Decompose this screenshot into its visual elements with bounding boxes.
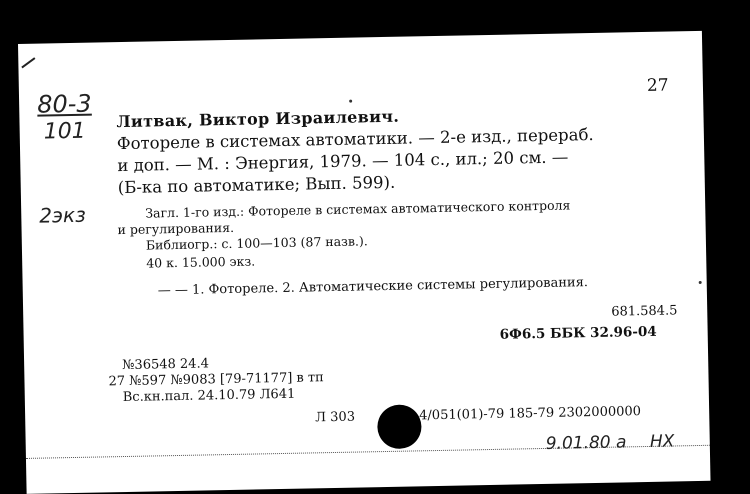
copies-note: 2экз <box>39 202 86 228</box>
handwritten-date: 9.01.80 а НХ <box>545 431 675 454</box>
imprint-line-3: Вс.кн.пал. 24.10.79 Л641 <box>122 386 296 406</box>
subject-headings: — — 1. Фотореле. 2. Автоматические системы регулирования. <box>157 275 589 299</box>
card-number: 27 <box>646 75 669 96</box>
card-punch-hole <box>377 404 422 449</box>
call-number-top: 80-3 <box>36 89 92 119</box>
corner-mark <box>21 57 35 68</box>
speck <box>699 281 702 284</box>
note-earlier-title: Загл. 1-го изд.: Фотореле в системах автоматического контроля <box>145 197 571 221</box>
title-line-2: и доп. — М. : Энергия, 1979. — 104 с., ил.; 20 см. — <box>117 147 569 176</box>
title-line-3: (Б-ка по автоматике; Вып. 599). <box>117 172 396 198</box>
imprint-line-1: №36548 24.4 <box>122 356 210 374</box>
catalog-card <box>18 31 711 494</box>
imprint-line-2: 27 №597 №9083 [79-71177] в тп <box>108 370 324 390</box>
author-heading: Литвак, Виктор Израилевич. <box>116 106 400 132</box>
speck <box>349 100 352 103</box>
udc-index: 681.584.5 <box>611 303 678 320</box>
call-number-bottom: 101 <box>43 118 86 145</box>
note-bibliography: Библиогр.: с. 100—103 (87 назв.). <box>145 233 368 253</box>
note-earlier-title-cont: и регулирования. <box>117 219 235 238</box>
title-line-1: Фотореле в системах автоматики. — 2-е изд., перераб. <box>116 124 594 154</box>
code-line-right: 4/051(01)-79 185-79 2302000000 <box>419 404 642 424</box>
bbk-classification: 6Ф6.5 ББК 32.96-04 <box>499 323 657 343</box>
code-line-left: Л 303 <box>315 409 356 426</box>
note-price-run: 40 к. 15.000 экз. <box>146 253 256 271</box>
